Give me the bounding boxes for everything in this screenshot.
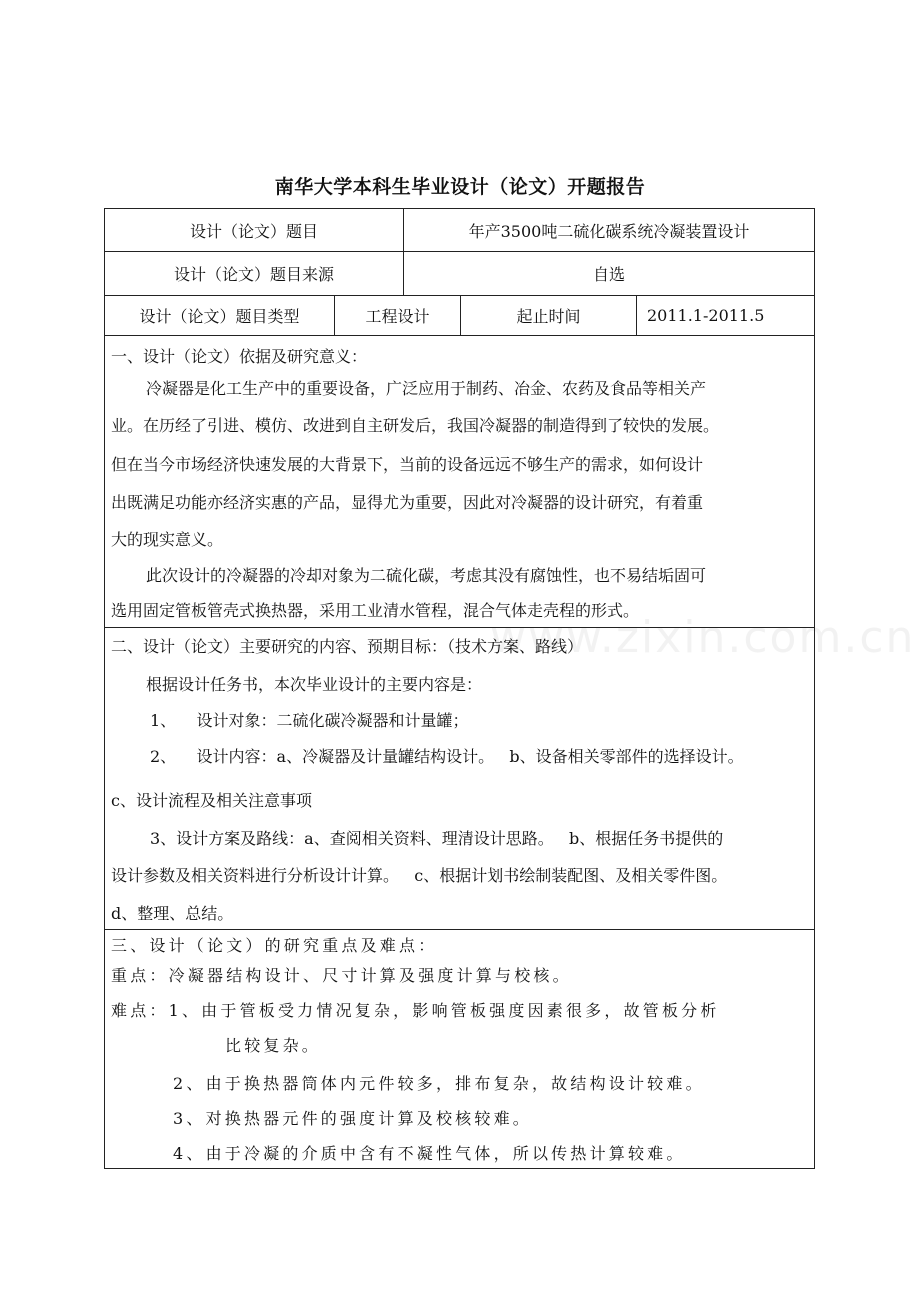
topic-label: 设计（论文）题目 [189, 221, 318, 241]
section2-line: c、设计流程及相关注意事项 [111, 791, 312, 810]
section1-line: 但在当今市场经济快速发展的大背景下，当前的设备远远不够生产的需求，如何设计 [111, 455, 704, 474]
section3-line: 2、由于换热器筒体内元件较多，排布复杂，故结构设计较难。 [173, 1074, 705, 1093]
section3-line: 比较复杂。 [225, 1036, 322, 1055]
topic-value: 年产3500吨二硫化碳系统冷凝装置设计 [468, 221, 750, 241]
section1-line: 选用固定管板管壳式换热器，采用工业清水管程，混合气体走壳程的形式。 [111, 601, 640, 620]
section1-line: 大的现实意义。 [111, 530, 224, 549]
section2-heading: 二、设计（论文）主要研究的内容、预期目标：（技术方案、路线） [111, 637, 584, 656]
period-value: 2011.1-2011.5 [647, 306, 765, 325]
section3-line: 难点：1、由于管板受力情况复杂，影响管板强度因素很多，故管板分析 [111, 1001, 720, 1020]
source-value: 自选 [592, 265, 625, 284]
section1-line: 业。在历经了引进、模仿、改进到自主研发后，我国冷凝器的制造得到了较快的发展。 [111, 416, 720, 435]
section1-line: 出既满足功能亦经济实惠的产品，显得尤为重要，因此对冷凝器的设计研究，有着重 [111, 493, 704, 512]
section3-line: 4、由于冷凝的介质中含有不凝性气体，所以传热计算较难。 [173, 1144, 686, 1163]
section3-heading: 三、设计（论文）的研究重点及难点： [111, 936, 438, 955]
section2-line: 1、 设计对象：二硫化碳冷凝器和计量罐； [150, 711, 469, 730]
section2-line: 设计参数及相关资料进行分析设计计算。 c、根据计划书绘制装配图、及相关零件图。 [111, 866, 728, 885]
type-value: 工程设计 [365, 307, 430, 326]
row-divider [105, 335, 814, 336]
watermark: www.zixin.com.cn [490, 612, 916, 663]
section2-line: 根据设计任务书，本次毕业设计的主要内容是： [146, 675, 483, 694]
section-divider [105, 627, 814, 628]
section1-line: 冷凝器是化工生产中的重要设备，广泛应用于制药、冶金、农药及食品等相关产 [146, 379, 707, 398]
section1-line: 此次设计的冷凝器的冷却对象为二硫化碳，考虑其没有腐蚀性，也不易结垢固可 [146, 566, 707, 585]
source-label: 设计（论文）题目来源 [173, 265, 334, 284]
report-table [104, 208, 815, 1169]
section2-line: 2、 设计内容：a、冷凝器及计量罐结构设计。 b、设备相关零部件的选择设计。 [150, 747, 744, 766]
section1-heading: 一、设计（论文）依据及研究意义： [111, 347, 368, 366]
section3-line: 3、对换热器元件的强度计算及校核较难。 [173, 1109, 532, 1128]
section-divider [105, 929, 814, 930]
type-label: 设计（论文）题目类型 [139, 307, 300, 326]
section3-line: 重点：冷凝器结构设计、尺寸计算及强度计算与校核。 [111, 966, 572, 985]
section2-line: d、整理、总结。 [111, 904, 234, 923]
period-label: 起止时间 [516, 307, 581, 326]
section2-line: 3、设计方案及路线：a、查阅相关资料、理清设计思路。 b、根据任务书提供的 [150, 829, 724, 848]
page-title: 南华大学本科生毕业设计（论文）开题报告 [274, 176, 646, 198]
